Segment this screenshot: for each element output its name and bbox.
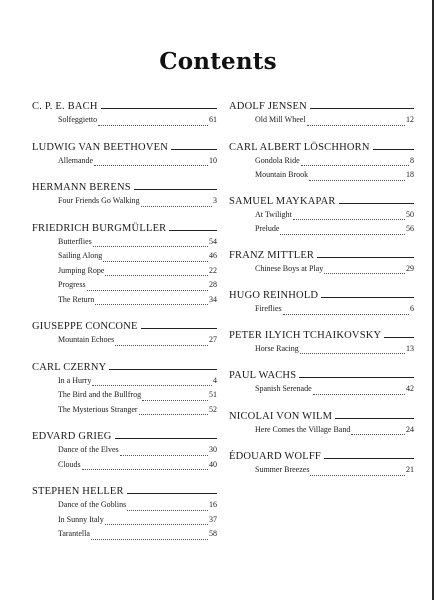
- dot-leader: [309, 180, 405, 181]
- piece-title: Fireflies: [255, 304, 282, 313]
- composer-rule: [317, 257, 414, 258]
- composer-entry: [229, 446, 414, 480]
- composer-heading: [229, 406, 414, 422]
- composer-entry: [229, 406, 414, 440]
- piece-title: In Sunny Italy: [58, 514, 104, 524]
- composer-heading: [32, 96, 217, 112]
- page-number: 54: [209, 236, 217, 246]
- composer-entry: [32, 426, 217, 474]
- page-number: 50: [406, 209, 414, 219]
- page-number: 27: [209, 335, 217, 344]
- dot-leader: [98, 125, 208, 126]
- piece-title: Sailing Along: [58, 251, 103, 260]
- piece-entry[interactable]: [32, 460, 217, 475]
- composer-rule: [299, 377, 414, 378]
- dot-leader: [127, 510, 208, 511]
- composer-heading: [32, 177, 217, 193]
- page-number: 18: [406, 170, 414, 179]
- piece-title: At Twilight: [255, 209, 292, 219]
- piece-entry[interactable]: [229, 465, 414, 480]
- page-number: 16: [209, 500, 217, 509]
- piece-entry[interactable]: [32, 376, 217, 391]
- page-number: 37: [209, 514, 217, 524]
- piece-entry[interactable]: [229, 115, 414, 130]
- composer-rule: [171, 149, 217, 150]
- page-number: 10: [209, 155, 217, 165]
- piece-title: Mountain Brook: [255, 170, 309, 179]
- composer-rule: [169, 230, 217, 231]
- dot-leader: [95, 304, 208, 305]
- page-number: 52: [209, 404, 217, 414]
- page-number: 61: [209, 115, 217, 124]
- piece-title: Gondola Ride: [255, 155, 300, 165]
- dot-leader: [139, 414, 208, 415]
- piece-title: Jumping Rope: [58, 265, 105, 275]
- composer-name: CARL ALBERT LÖSCHHORN: [229, 141, 370, 153]
- dot-leader: [87, 290, 208, 291]
- piece-entry[interactable]: [32, 280, 217, 295]
- composer-heading: [32, 426, 217, 442]
- composer-heading: [32, 481, 217, 497]
- composer-name: HUGO REINHOLD: [229, 290, 319, 301]
- composer-name: GIUSEPPE CONCONE: [32, 321, 138, 332]
- composer-rule: [310, 108, 414, 109]
- composer-rule: [384, 337, 414, 338]
- piece-entry[interactable]: [32, 405, 217, 420]
- composer-name: PAUL WACHS: [229, 370, 297, 381]
- composer-heading: [32, 137, 217, 153]
- composer-name: SAMUEL MAYKAPAR: [229, 195, 336, 207]
- piece-entry[interactable]: [32, 529, 217, 544]
- piece-title: Tarantella: [58, 529, 90, 538]
- piece-entry[interactable]: [32, 266, 217, 281]
- page-number: 6: [410, 304, 414, 313]
- piece-title: Clouds: [58, 459, 81, 469]
- dot-leader: [120, 455, 208, 456]
- page-edge-line: [432, 0, 434, 600]
- composer-name: C. P. E. BACH: [32, 101, 98, 112]
- composer-name: FRANZ MITTLER: [229, 249, 315, 261]
- piece-entry[interactable]: [229, 170, 414, 185]
- composer-heading: [229, 285, 414, 301]
- piece-title: Prelude: [255, 224, 280, 233]
- composer-name: STEPHEN HELLER: [32, 486, 124, 497]
- piece-entry[interactable]: [32, 251, 217, 266]
- page-number: 22: [209, 265, 217, 275]
- piece-entry[interactable]: [229, 210, 414, 225]
- dot-leader: [283, 314, 409, 315]
- page-number: 12: [406, 115, 414, 124]
- piece-entry[interactable]: [229, 264, 414, 279]
- contents-column-right: [229, 96, 414, 480]
- composer-entry: [32, 218, 217, 310]
- composer-name: HERMANN BERENS: [32, 182, 131, 193]
- dot-leader: [293, 219, 405, 220]
- dot-leader: [280, 234, 405, 235]
- composer-name: ADOLF JENSEN: [229, 101, 307, 112]
- composer-heading: [32, 316, 217, 332]
- composer-name: LUDWIG VAN BEETHOVEN: [32, 141, 169, 153]
- piece-title: Solfeggietto: [58, 115, 98, 124]
- piece-title: The Return: [58, 294, 95, 304]
- composer-entry: [229, 325, 414, 359]
- composer-entry: [32, 96, 217, 130]
- composer-heading: [229, 365, 414, 381]
- page-number: 8: [410, 155, 414, 165]
- composer-entry: [229, 285, 414, 319]
- dot-leader: [300, 353, 405, 354]
- piece-title: Progress: [58, 280, 86, 289]
- piece-entry[interactable]: [32, 335, 217, 350]
- composer-heading: [32, 218, 217, 234]
- dot-leader: [115, 345, 208, 346]
- piece-entry[interactable]: [229, 156, 414, 171]
- page-number: 56: [406, 224, 414, 233]
- piece-title: Summer Breezes: [255, 465, 310, 474]
- composer-heading: [32, 357, 217, 373]
- piece-title: Chinese Boys at Play: [255, 263, 324, 273]
- composer-rule: [324, 458, 414, 459]
- composer-entry: [229, 245, 414, 279]
- composer-entry: [229, 96, 414, 130]
- page-number: 58: [209, 529, 217, 538]
- dot-leader: [82, 469, 208, 470]
- piece-title: The Mysterious Stranger: [58, 404, 138, 414]
- contents-column-left: [32, 96, 217, 544]
- dot-leader: [324, 273, 405, 274]
- composer-entry: [32, 177, 217, 211]
- piece-title: In a Hurry: [58, 375, 92, 385]
- dot-leader: [105, 524, 208, 525]
- composer-entry: [229, 137, 414, 185]
- composer-rule: [115, 438, 218, 439]
- piece-title: Mountain Echoes: [58, 335, 115, 344]
- page-number: 30: [209, 445, 217, 454]
- page-title: Contents: [159, 48, 277, 75]
- composer-name: ÉDOUARD WOLFF: [229, 451, 321, 462]
- piece-title: Dance of the Goblins: [58, 500, 127, 509]
- page-number: 3: [213, 196, 217, 205]
- composer-heading: [229, 446, 414, 462]
- composer-rule: [109, 369, 217, 370]
- composer-entry: [229, 191, 414, 239]
- page-number: 24: [406, 424, 414, 434]
- dot-leader: [105, 275, 208, 276]
- piece-entry[interactable]: [32, 445, 217, 460]
- composer-rule: [339, 203, 414, 204]
- piece-entry[interactable]: [229, 425, 414, 440]
- dot-leader: [92, 385, 212, 386]
- piece-entry[interactable]: [32, 237, 217, 252]
- piece-title: Butterflies: [58, 236, 92, 246]
- piece-title: Horse Racing: [255, 343, 299, 353]
- page-number: 28: [209, 280, 217, 289]
- piece-entry[interactable]: [32, 156, 217, 171]
- page-number: 13: [406, 343, 414, 353]
- page-number: 34: [209, 294, 217, 304]
- composer-heading: [229, 96, 414, 112]
- piece-entry[interactable]: [32, 115, 217, 130]
- piece-entry[interactable]: [32, 515, 217, 530]
- piece-title: Dance of the Elves: [58, 445, 119, 454]
- composer-entry: [32, 357, 217, 420]
- piece-entry[interactable]: [32, 500, 217, 515]
- page-number: 40: [209, 459, 217, 469]
- dot-leader: [307, 125, 405, 126]
- dot-leader: [93, 246, 208, 247]
- dot-leader: [351, 434, 405, 435]
- piece-entry[interactable]: [229, 224, 414, 239]
- piece-title: Old Mill Wheel: [255, 115, 306, 124]
- composer-heading: [229, 245, 414, 261]
- piece-entry[interactable]: [32, 295, 217, 310]
- page-number: 42: [406, 384, 414, 393]
- page-number: 29: [406, 263, 414, 273]
- piece-entry[interactable]: [32, 196, 217, 211]
- composer-rule: [335, 418, 414, 419]
- composer-name: PETER ILYICH TCHAIKOVSKY: [229, 329, 382, 341]
- composer-rule: [134, 189, 217, 190]
- composer-entry: [229, 365, 414, 399]
- page-number: 4: [213, 375, 217, 385]
- composer-heading: [229, 191, 414, 207]
- dot-leader: [141, 206, 212, 207]
- page-number: 51: [209, 390, 217, 399]
- composer-entry: [32, 137, 217, 171]
- dot-leader: [313, 394, 405, 395]
- dot-leader: [91, 539, 208, 540]
- composer-rule: [321, 297, 414, 298]
- dot-leader: [310, 475, 405, 476]
- composer-heading: [229, 325, 414, 341]
- composer-entry: [32, 316, 217, 350]
- composer-rule: [373, 149, 414, 150]
- composer-name: FRIEDRICH BURGMÜLLER: [32, 222, 167, 234]
- composer-rule: [127, 493, 217, 494]
- piece-entry[interactable]: [229, 384, 414, 399]
- composer-rule: [101, 108, 217, 109]
- dot-leader: [301, 165, 409, 166]
- piece-entry[interactable]: [229, 304, 414, 319]
- composer-entry: [32, 481, 217, 544]
- page-number: 46: [209, 251, 217, 260]
- composer-heading: [229, 137, 414, 153]
- piece-title: The Bird and the Bullfrog: [58, 390, 142, 399]
- dot-leader: [103, 261, 208, 262]
- piece-title: Allemande: [58, 155, 94, 165]
- page-number: 21: [406, 465, 414, 474]
- piece-title: Four Friends Go Walking: [58, 196, 140, 205]
- composer-name: CARL CZERNY: [32, 361, 107, 373]
- dot-leader: [94, 165, 208, 166]
- piece-entry[interactable]: [32, 390, 217, 405]
- dot-leader: [142, 400, 208, 401]
- composer-rule: [141, 328, 217, 329]
- piece-entry[interactable]: [229, 344, 414, 359]
- piece-title: Here Comes the Village Band: [255, 424, 351, 434]
- composer-name: NICOLAI VON WILM: [229, 410, 333, 422]
- composer-name: EDVARD GRIEG: [32, 431, 112, 442]
- piece-title: Spanish Serenade: [255, 384, 312, 393]
